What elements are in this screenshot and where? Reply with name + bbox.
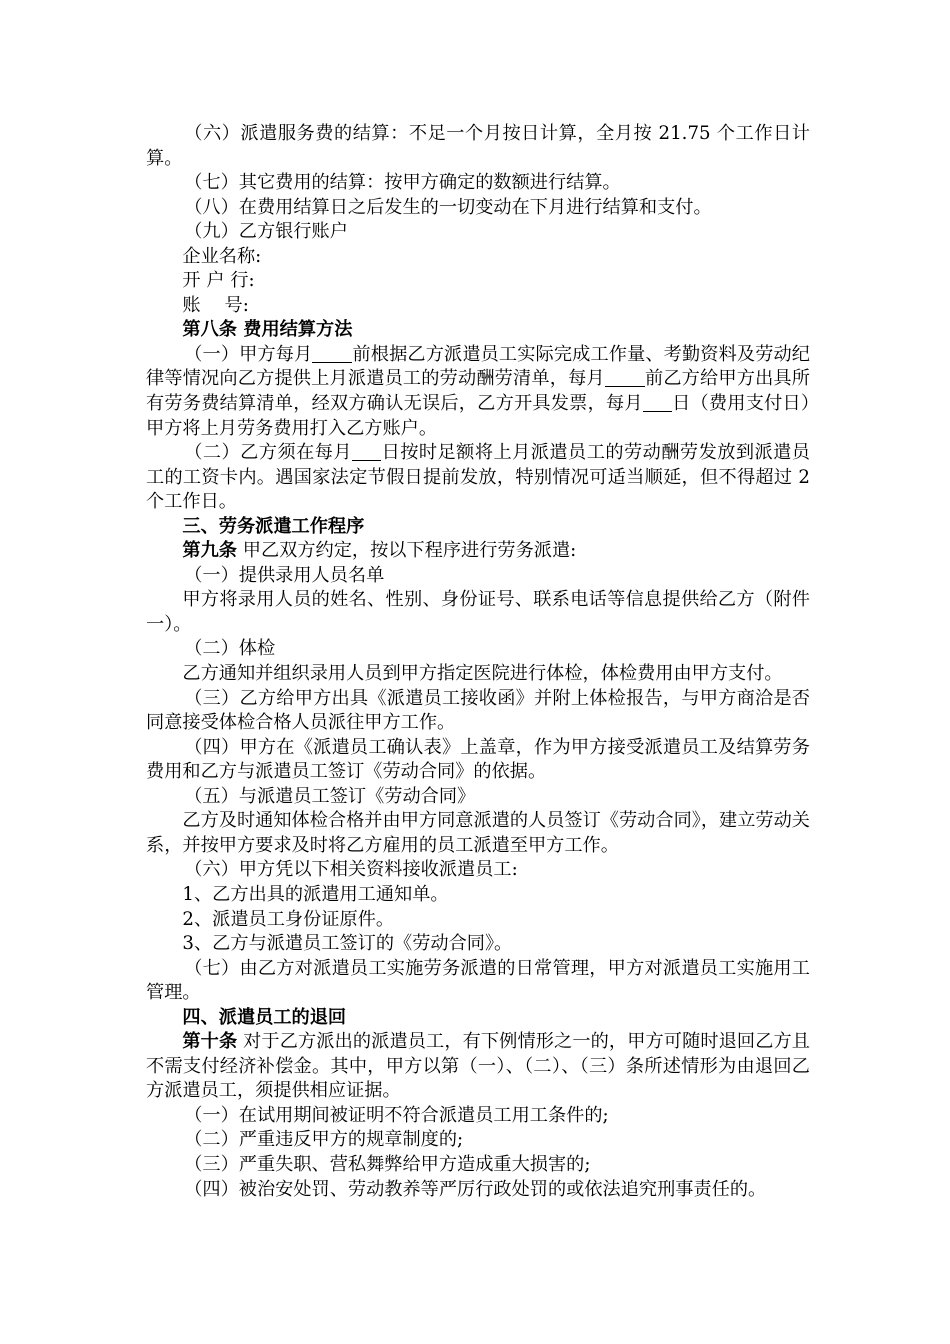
article-8-title: 第八条 费用结算方法 [182, 319, 353, 341]
contract-page [146, 122, 810, 1202]
clause-7: （七）其它费用的结算：按甲方确定的数额进行结算。 [184, 172, 621, 194]
company-name-label: 企业名称: [182, 245, 262, 267]
procedure-6: （六）甲方凭以下相关资料接收派遣员工: [184, 859, 518, 881]
procedure-2: （二）体检 [184, 638, 276, 660]
procedure-2-text: 乙方通知并组织录用人员到甲方指定医院进行体检，体检费用由甲方支付。 [182, 663, 783, 685]
text-segment: 前根据乙方派遣员工实际完成工作量、考勤资料及劳动纪律等情况向乙方提供上月派遣员工的劳动酬劳清单，每月 [146, 343, 810, 390]
procedure-1-text: 甲方将录用人员的姓名、性别、身份证号、联系电话等信息提供给乙方（附件一）。 [146, 589, 810, 635]
account-label: 账 号: [182, 294, 249, 316]
section-3-heading: 三、劳务派遣工作程序 [182, 515, 365, 537]
clause-9: （九）乙方银行账户 [184, 221, 348, 243]
text-segment: （二）乙方须在每月 [184, 442, 353, 464]
article-10-label: 第十条 [182, 1031, 238, 1053]
blank-field [312, 343, 352, 362]
section-4-heading: 四、派遣员工的退回 [182, 1006, 347, 1028]
return-reason-2: （二）严重违反甲方的规章制度的; [184, 1129, 464, 1151]
article-8-item-1 [146, 343, 810, 441]
article-8-item-2 [146, 441, 810, 515]
procedure-5-text: 乙方及时通知体检合格并由甲方同意派遣的人员签订《劳动合同》，建立劳动关系，并按甲方要求及时将乙方雇用的员工派遣至甲方工作。 [146, 810, 810, 856]
procedure-5: （五）与派遣员工签订《劳动合同》 [184, 785, 476, 807]
procedure-6-item-3: 3、乙方与派遣员工签订的《劳动合同》。 [182, 933, 513, 955]
procedure-6-item-1: 1、乙方出具的派遣用工通知单。 [182, 883, 449, 905]
procedure-7: （七）由乙方对派遣员工实施劳务派遣的日常管理，甲方对派遣员工实施用工管理。 [146, 957, 810, 1004]
blank-field [352, 442, 381, 461]
text-segment: （一）甲方每月 [184, 343, 313, 365]
article-9-text: 甲乙双方约定，按以下程序进行劳务派遣: [236, 540, 577, 562]
procedure-1: （一）提供录用人员名单 [184, 564, 385, 586]
procedure-3: （三）乙方给甲方出具《派遣员工接收函》并附上体检报告，与甲方商洽是否同意接受体检合格人员派往甲方工作。 [146, 687, 810, 734]
article-9-label: 第九条 [182, 540, 237, 562]
return-reason-1: （一）在试用期间被证明不符合派遣员工用工条件的; [184, 1104, 609, 1126]
blank-field [643, 393, 672, 412]
clause-8: （八）在费用结算日之后发生的一切变动在下月进行结算和支付。 [184, 196, 712, 218]
text-segment: 日（费用支付日）甲方将上月劳务费用打入乙方账户。 [146, 393, 810, 439]
article-10 [146, 1030, 810, 1104]
return-reason-4: （四）被治安处罚、劳动教养等严厉行政处罚的或依法追究刑事责任的。 [184, 1178, 767, 1200]
text-segment: 前乙方给甲方出具所有劳务费结算清单，经双方确认无误后，乙方开具发票，每月 [146, 368, 810, 415]
clause-6: （六）派遣服务费的结算：不足一个月按日计算，全月按 21.75 个工作日计算。 [146, 123, 810, 169]
procedure-6-item-2: 2、派遣员工身份证原件。 [182, 908, 395, 930]
text-segment: 日按时足额将上月派遣员工的劳动酬劳发放到派遣员工的工资卡内。遇国家法定节假日提前发放，特别情况可适当顺延，但不得超过 2 个工作日。 [146, 442, 810, 513]
procedure-4: （四）甲方在《派遣员工确认表》上盖章，作为甲方接受派遣员工及结算劳务费用和乙方与派遣员工签订《劳动合同》的依据。 [146, 736, 810, 783]
article-9 [146, 539, 810, 564]
return-reason-3: （三）严重失职、营私舞弊给甲方造成重大损害的; [184, 1153, 591, 1175]
blank-field [605, 368, 645, 387]
article-10-text: 对于乙方派出的派遣员工，有下例情形之一的，甲方可随时退回乙方且不需支付经济补偿金。其中，甲方以第（一）、（二）、（三）条所述情形为由退回乙方派遣员工，须提供相应证据。 [146, 1031, 810, 1102]
bank-label: 开 户 行: [182, 270, 255, 292]
